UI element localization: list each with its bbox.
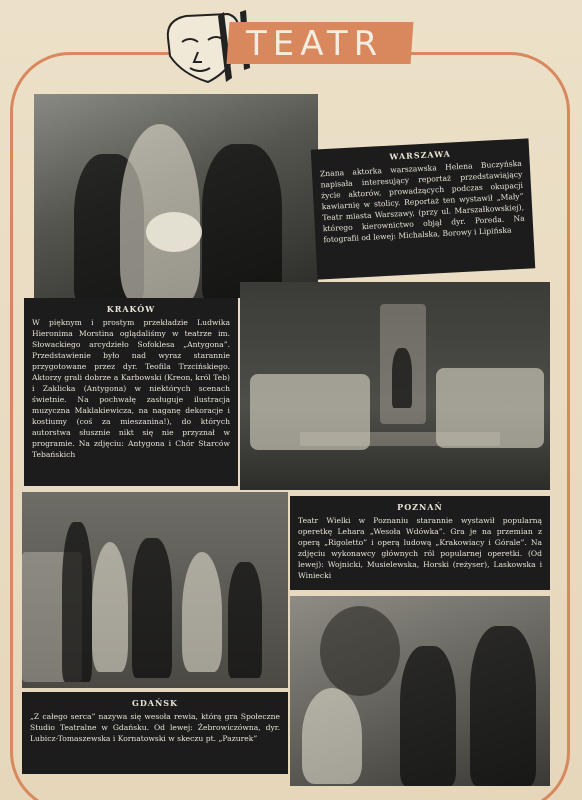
krakow-photo — [240, 282, 550, 490]
gdansk-heading: GDAŃSK — [131, 698, 179, 708]
gdansk-caption — [22, 692, 288, 774]
warszawa-text: Znana aktorka warszawska Helena Buczyńska napisała interesujący reportaż przedstawiający życie aktorów, prowadzących podczas okupacji kawiarnię w stolicy. Reportaż ten wystawił „Mały” Teatr miasta Warszawy, (przy ul. Marszałkowskiej), którego kierownictwo objął dyr. Poreda. Na fotografii od lewej: Michalska, Borowy i Lipińska — [319, 158, 525, 245]
page-title: TEATR — [246, 24, 384, 64]
gdansk-photo — [22, 492, 288, 688]
page-header — [158, 8, 418, 92]
warszawa-photo — [34, 94, 318, 298]
poznan-heading: POZNAŃ — [397, 502, 443, 512]
gdansk-text: „Z całego serca” nazywa się wesoła rewia, którą gra Społeczne Studio Teatralne w Gdańsku. Od lewej: Żebrowiczówna, dyr. Lubicz-Tomaszewska i Kornatowski w skeczu pt. „Pazurek” — [30, 712, 280, 743]
poznan-photo — [290, 596, 550, 786]
krakow-heading: KRAKÓW — [106, 304, 156, 314]
krakow-caption — [24, 298, 238, 486]
warszawa-caption — [311, 138, 536, 279]
poznan-text: Teatr Wielki w Poznaniu starannie wystawił popularną operetkę Lehara „Wesoła Wdówka”. Gra je na przemian z operą „Rigoletto” i operą ludową „Krakowiacy i Górale”. Na zdjęciu wykonawcy głównych ról popularnej operetki. (Od lewej): Wojnicki, Musielewska, Horski (reżyser), Laskowska i Winiecki — [298, 516, 542, 580]
warszawa-heading: WARSZAWA — [389, 148, 452, 162]
krakow-text: W pięknym i prostym przekładzie Ludwika Hieronima Morstina oglądaliśmy w teatrze im. Słowackiego arcydzieło Sofoklesa „Antygona”. Przedstawienie było nad wyraz starannie przygotowane przez dyr. Teofila Trzcińskiego. Aktorzy grali dobrze a Karbowski (Kreon, król Teb) i Zaklicka (Antygona) w niektórych scenach świetnie. Na pochwałę zasługuje ilustracja muzyczna Maklakiewicza, na naganę dekoracje i kostiumy (coś za mieszanina!), do których autorstwa słusznie nikt się nie przyznał w programie. Na zdjęciu: Antygona i Chór Starców Tebańskich — [32, 318, 230, 459]
poznan-caption — [290, 496, 550, 590]
